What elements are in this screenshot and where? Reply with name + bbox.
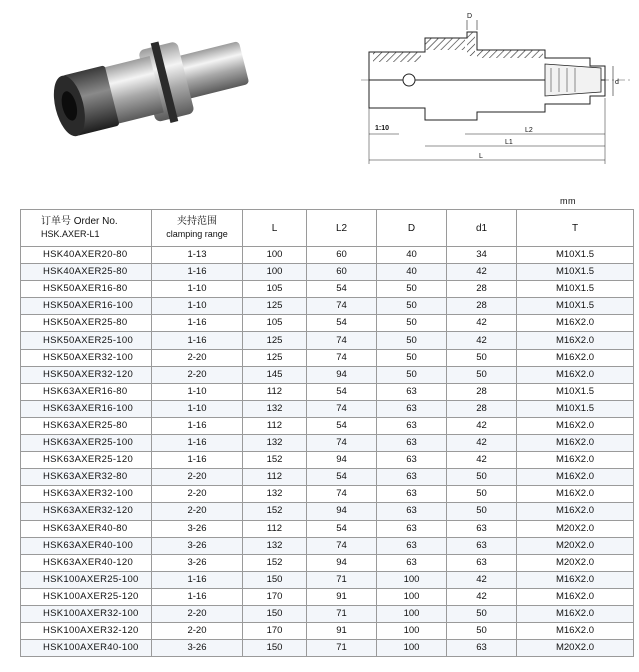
cell-d: 40 (377, 264, 447, 281)
table-row (21, 640, 634, 657)
cell-t: M20X2.0 (517, 554, 634, 571)
cell-order: HSK100AXER32-100 (21, 605, 152, 622)
cell-l2: 74 (307, 486, 377, 503)
table-row (21, 417, 634, 434)
cell-d: 50 (377, 332, 447, 349)
table-header-row (21, 210, 634, 247)
cell-clamp: 1-16 (152, 571, 243, 588)
cell-l: 112 (243, 383, 307, 400)
cell-l: 170 (243, 623, 307, 640)
cell-l2: 91 (307, 623, 377, 640)
cell-l: 150 (243, 571, 307, 588)
cell-order: HSK50AXER16-80 (21, 281, 152, 298)
cell-clamp: 1-16 (152, 264, 243, 281)
cell-l: 100 (243, 247, 307, 264)
cell-order: HSK50AXER32-120 (21, 366, 152, 383)
tool-holder-photo (30, 18, 280, 168)
dim-L2-label: L2 (525, 127, 533, 134)
cell-t: M10X1.5 (517, 400, 634, 417)
cell-l2: 54 (307, 520, 377, 537)
table-row (21, 247, 634, 264)
unit-label: mm (560, 196, 576, 206)
cell-order: HSK63AXER40-100 (21, 537, 152, 554)
cell-d1: 50 (447, 469, 517, 486)
cell-l: 125 (243, 332, 307, 349)
cell-order: HSK63AXER32-100 (21, 486, 152, 503)
cell-d: 50 (377, 315, 447, 332)
cell-d1: 63 (447, 554, 517, 571)
table-row (21, 366, 634, 383)
cell-d1: 42 (447, 588, 517, 605)
cell-order: HSK100AXER25-120 (21, 588, 152, 605)
cell-d: 100 (377, 623, 447, 640)
cell-d1: 50 (447, 349, 517, 366)
cell-d1: 50 (447, 503, 517, 520)
cross-section-drawing (355, 8, 635, 168)
table-row (21, 605, 634, 622)
cell-d: 63 (377, 383, 447, 400)
cell-t: M16X2.0 (517, 435, 634, 452)
cell-l: 112 (243, 520, 307, 537)
screw-hole (403, 74, 415, 86)
spec-table (20, 209, 634, 657)
cell-t: M20X2.0 (517, 537, 634, 554)
cell-l: 170 (243, 588, 307, 605)
cell-l2: 94 (307, 554, 377, 571)
table-row (21, 400, 634, 417)
table-row (21, 623, 634, 640)
cell-l: 150 (243, 605, 307, 622)
cell-order: HSK50AXER25-100 (21, 332, 152, 349)
cell-l2: 54 (307, 315, 377, 332)
cell-l: 150 (243, 640, 307, 657)
cell-d: 63 (377, 469, 447, 486)
dim-L1-label: L1 (505, 139, 513, 146)
cell-clamp: 1-16 (152, 315, 243, 332)
cell-l2: 71 (307, 640, 377, 657)
cell-t: M10X1.5 (517, 247, 634, 264)
cell-order: HSK63AXER16-100 (21, 400, 152, 417)
cell-l2: 60 (307, 264, 377, 281)
table-row (21, 537, 634, 554)
cell-l2: 94 (307, 366, 377, 383)
cell-t: M16X2.0 (517, 315, 634, 332)
collet (545, 64, 601, 96)
cell-d1: 42 (447, 264, 517, 281)
cell-d1: 42 (447, 571, 517, 588)
cell-l2: 74 (307, 332, 377, 349)
cell-order: HSK63AXER16-80 (21, 383, 152, 400)
cell-l2: 91 (307, 588, 377, 605)
cell-d1: 42 (447, 452, 517, 469)
holder-body (46, 23, 254, 149)
cell-t: M16X2.0 (517, 623, 634, 640)
cell-l2: 74 (307, 537, 377, 554)
cell-d: 63 (377, 537, 447, 554)
cell-l2: 74 (307, 435, 377, 452)
cell-d: 63 (377, 400, 447, 417)
cell-order: HSK63AXER25-120 (21, 452, 152, 469)
cell-l: 152 (243, 452, 307, 469)
table-row (21, 349, 634, 366)
cell-clamp: 1-16 (152, 332, 243, 349)
cell-d1: 63 (447, 537, 517, 554)
cell-clamp: 1-10 (152, 383, 243, 400)
cell-l2: 94 (307, 503, 377, 520)
cell-d: 50 (377, 349, 447, 366)
cell-clamp: 1-10 (152, 400, 243, 417)
header-L: L (243, 210, 307, 247)
cell-order: HSK40AXER20-80 (21, 247, 152, 264)
cell-order: HSK50AXER16-100 (21, 298, 152, 315)
cell-clamp: 3-26 (152, 554, 243, 571)
cell-l: 152 (243, 503, 307, 520)
cell-d1: 42 (447, 332, 517, 349)
cell-d: 63 (377, 554, 447, 571)
cell-l2: 94 (307, 452, 377, 469)
cell-l: 132 (243, 537, 307, 554)
cell-l2: 74 (307, 298, 377, 315)
cell-d: 63 (377, 435, 447, 452)
table-row (21, 264, 634, 281)
cell-clamp: 2-20 (152, 349, 243, 366)
cell-order: HSK63AXER40-80 (21, 520, 152, 537)
header-clamping-range: 夹持范围 clamping range (152, 210, 243, 247)
cell-clamp: 2-20 (152, 605, 243, 622)
cell-order: HSK63AXER25-80 (21, 417, 152, 434)
cell-d: 63 (377, 452, 447, 469)
header-T: T (517, 210, 634, 247)
cell-l2: 74 (307, 349, 377, 366)
cell-order: HSK100AXER32-120 (21, 623, 152, 640)
cell-l2: 71 (307, 571, 377, 588)
table-row (21, 571, 634, 588)
table-row (21, 588, 634, 605)
cell-clamp: 1-16 (152, 417, 243, 434)
cell-clamp: 1-13 (152, 247, 243, 264)
cell-d: 100 (377, 605, 447, 622)
cell-l: 125 (243, 298, 307, 315)
cell-clamp: 3-26 (152, 640, 243, 657)
header-order-no: 订单号 Order No. HSK.AXER-L1 (21, 210, 152, 247)
cell-d1: 50 (447, 486, 517, 503)
cell-d: 50 (377, 298, 447, 315)
cell-l: 112 (243, 469, 307, 486)
cell-order: HSK50AXER32-100 (21, 349, 152, 366)
cell-order: HSK63AXER32-120 (21, 503, 152, 520)
cell-d1: 50 (447, 623, 517, 640)
cell-clamp: 1-10 (152, 281, 243, 298)
cell-order: HSK63AXER40-120 (21, 554, 152, 571)
cell-clamp: 2-20 (152, 486, 243, 503)
taper-label: 1:10 (375, 125, 390, 132)
table-row (21, 503, 634, 520)
cell-l: 112 (243, 417, 307, 434)
cell-l: 145 (243, 366, 307, 383)
cell-l2: 54 (307, 469, 377, 486)
cell-t: M16X2.0 (517, 452, 634, 469)
cell-t: M16X2.0 (517, 486, 634, 503)
cell-l: 105 (243, 315, 307, 332)
cell-d1: 34 (447, 247, 517, 264)
cell-t: M16X2.0 (517, 417, 634, 434)
cell-t: M10X1.5 (517, 383, 634, 400)
header-d1: d1 (447, 210, 517, 247)
cell-d: 100 (377, 588, 447, 605)
cell-l2: 54 (307, 281, 377, 298)
cell-d1: 50 (447, 366, 517, 383)
dim-d1-label: d (615, 79, 619, 86)
cell-t: M16X2.0 (517, 503, 634, 520)
cell-t: M16X2.0 (517, 366, 634, 383)
cell-t: M16X2.0 (517, 588, 634, 605)
cell-l: 132 (243, 400, 307, 417)
cell-clamp: 3-26 (152, 537, 243, 554)
cell-order: HSK100AXER40-100 (21, 640, 152, 657)
cell-l2: 54 (307, 383, 377, 400)
cell-order: HSK50AXER25-80 (21, 315, 152, 332)
cell-l2: 71 (307, 605, 377, 622)
cell-d1: 63 (447, 640, 517, 657)
cell-l: 105 (243, 281, 307, 298)
cell-t: M16X2.0 (517, 332, 634, 349)
header-D: D (377, 210, 447, 247)
cell-clamp: 2-20 (152, 623, 243, 640)
cell-t: M16X2.0 (517, 469, 634, 486)
table-row (21, 469, 634, 486)
table-row (21, 315, 634, 332)
cell-clamp: 1-16 (152, 435, 243, 452)
cell-order: HSK40AXER25-80 (21, 264, 152, 281)
cell-l: 132 (243, 486, 307, 503)
cell-clamp: 2-20 (152, 469, 243, 486)
cell-t: M16X2.0 (517, 605, 634, 622)
cell-t: M10X1.5 (517, 264, 634, 281)
cell-d: 63 (377, 503, 447, 520)
cell-clamp: 1-16 (152, 588, 243, 605)
dim-D-label: D (467, 13, 473, 20)
cell-d1: 28 (447, 383, 517, 400)
table-row (21, 332, 634, 349)
cell-l: 125 (243, 349, 307, 366)
cell-d1: 28 (447, 281, 517, 298)
table-row (21, 435, 634, 452)
cell-t: M20X2.0 (517, 640, 634, 657)
cell-t: M20X2.0 (517, 520, 634, 537)
table-row (21, 281, 634, 298)
dim-L-label: L (479, 153, 483, 160)
cell-d1: 42 (447, 417, 517, 434)
cell-l2: 74 (307, 400, 377, 417)
cell-t: M10X1.5 (517, 281, 634, 298)
cell-d: 100 (377, 640, 447, 657)
table-row (21, 520, 634, 537)
cell-d1: 28 (447, 298, 517, 315)
cell-d1: 28 (447, 400, 517, 417)
table-row (21, 298, 634, 315)
cell-d: 50 (377, 281, 447, 298)
cell-l: 132 (243, 435, 307, 452)
cell-clamp: 2-20 (152, 366, 243, 383)
cell-l2: 60 (307, 247, 377, 264)
table-row (21, 452, 634, 469)
cell-clamp: 1-16 (152, 452, 243, 469)
cell-d: 40 (377, 247, 447, 264)
cell-d1: 42 (447, 435, 517, 452)
cell-d1: 42 (447, 315, 517, 332)
cell-d: 63 (377, 417, 447, 434)
cell-clamp: 3-26 (152, 520, 243, 537)
cell-l2: 54 (307, 417, 377, 434)
cell-order: HSK63AXER25-100 (21, 435, 152, 452)
cell-clamp: 2-20 (152, 503, 243, 520)
cell-l: 100 (243, 264, 307, 281)
cell-d: 63 (377, 520, 447, 537)
header-L2: L2 (307, 210, 377, 247)
cell-l: 152 (243, 554, 307, 571)
cell-order: HSK100AXER25-100 (21, 571, 152, 588)
table-row (21, 486, 634, 503)
cell-t: M16X2.0 (517, 349, 634, 366)
table-row (21, 554, 634, 571)
cell-order: HSK63AXER32-80 (21, 469, 152, 486)
cell-t: M10X1.5 (517, 298, 634, 315)
table-row (21, 383, 634, 400)
cell-d1: 63 (447, 520, 517, 537)
cell-d1: 50 (447, 605, 517, 622)
cell-d: 100 (377, 571, 447, 588)
cell-t: M16X2.0 (517, 571, 634, 588)
cell-d: 50 (377, 366, 447, 383)
cell-d: 63 (377, 486, 447, 503)
cell-clamp: 1-10 (152, 298, 243, 315)
